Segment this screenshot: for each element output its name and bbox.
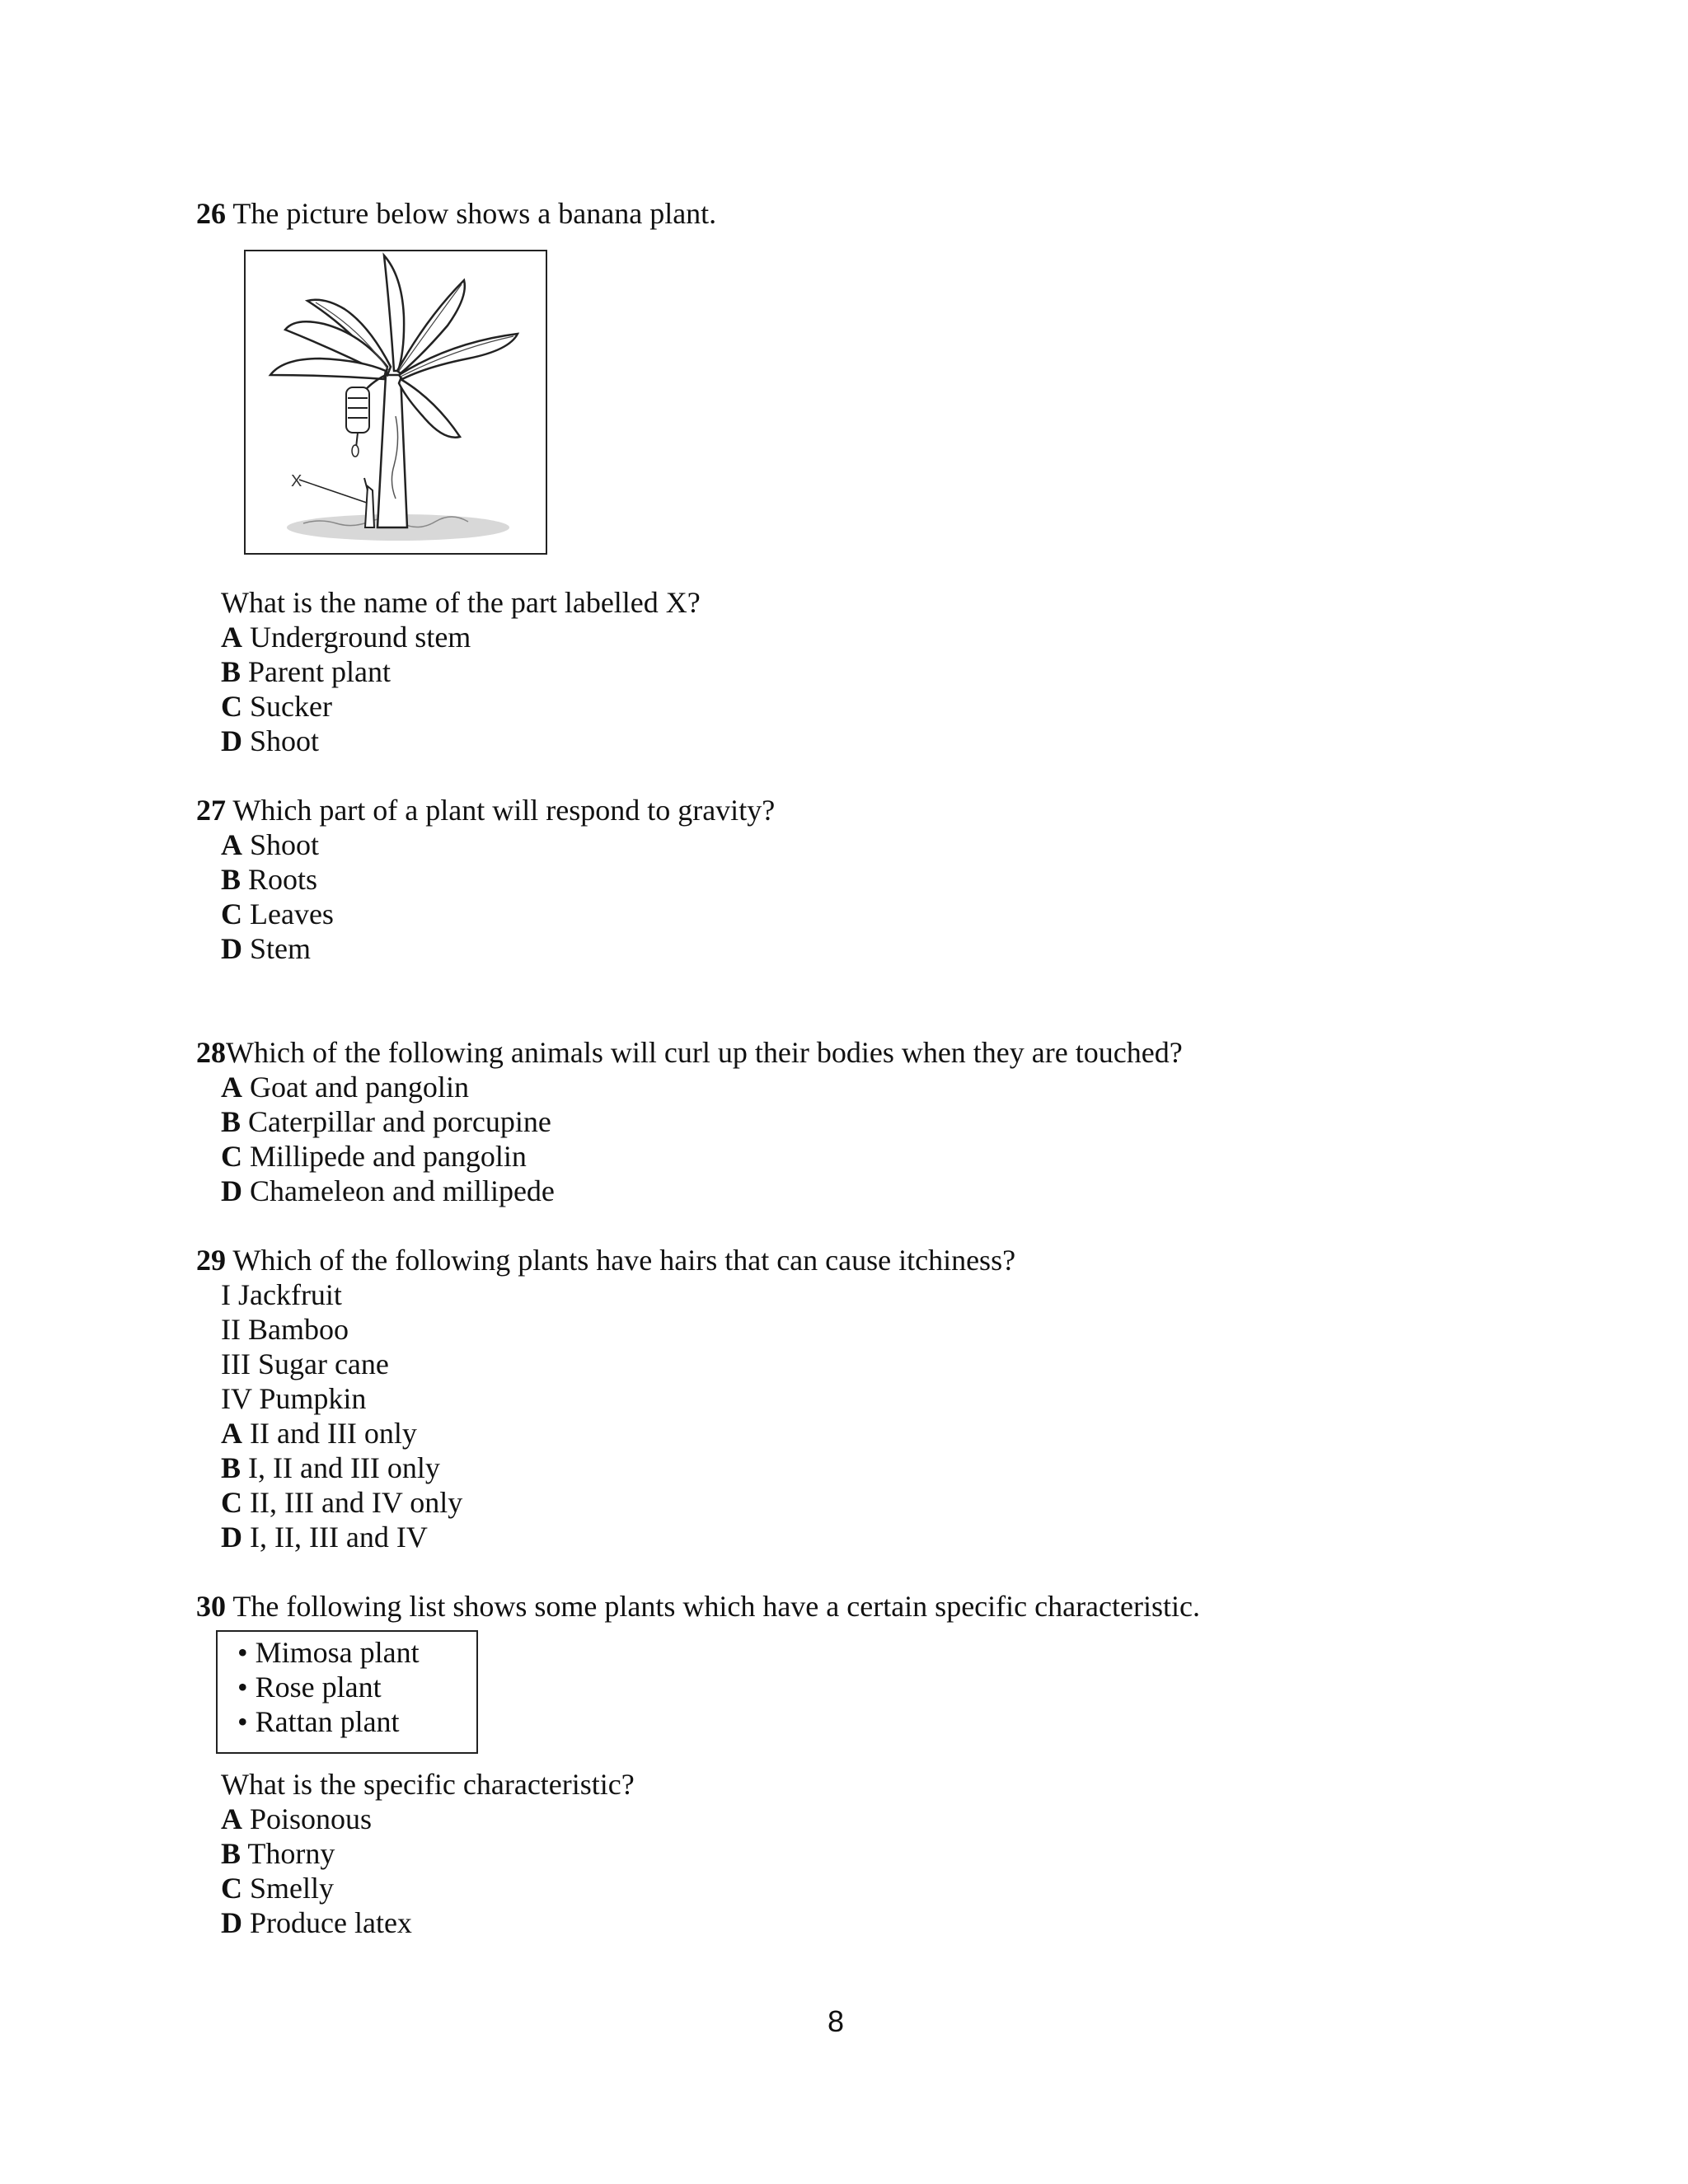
option-c[interactable]: C Sucker [221,690,332,723]
option-a[interactable]: A Poisonous [221,1802,373,1835]
option-a[interactable]: A II and III only [221,1417,417,1450]
option-c[interactable]: C Millipede and pangolin [221,1140,527,1173]
question-number: 28 [196,1036,226,1069]
statement-item: II Bamboo [221,1313,349,1346]
option-c[interactable]: C Smelly [221,1872,335,1905]
banana-plant-figure [244,250,547,555]
banana-plant-illustration [246,251,547,555]
question-29-stem: 29 Which of the following plants have hairs that can cause itchiness? [196,1244,1016,1277]
plant-list-box [216,1630,478,1754]
statement-item: III Sugar cane [221,1347,389,1380]
option-d[interactable]: D Stem [221,932,312,965]
question-number: 26 [196,197,226,230]
statement-item: I Jackfruit [221,1278,342,1311]
question-number: 27 [196,794,226,827]
option-a[interactable]: A Underground stem [221,621,471,654]
option-d[interactable]: D Chameleon and millipede [221,1174,555,1207]
option-d[interactable]: D Shoot [221,724,320,757]
page-number: 8 [828,2004,845,2038]
option-a[interactable]: A Shoot [221,828,320,861]
question-26-prompt: What is the name of the part labelled X? [221,586,701,619]
question-28-stem: 28Which of the following animals will curl up their bodies when they are touched? [196,1036,1183,1069]
question-number: 29 [196,1244,226,1277]
option-b[interactable]: B Caterpillar and porcupine [221,1105,551,1138]
list-item: • Mimosa plant [237,1636,420,1669]
figure-label-x: X [291,472,302,490]
statement-item: IV Pumpkin [221,1382,367,1415]
question-27-stem: 27 Which part of a plant will respond to gravity? [196,794,776,827]
question-30-prompt: What is the specific characteristic? [221,1768,635,1801]
option-c[interactable]: C Leaves [221,898,334,930]
list-item: • Rose plant [237,1671,382,1704]
option-a[interactable]: A Goat and pangolin [221,1071,469,1104]
option-c[interactable]: C II, III and IV only [221,1486,463,1519]
option-d[interactable]: D Produce latex [221,1906,412,1939]
list-item: • Rattan plant [237,1705,400,1738]
option-d[interactable]: D I, II, III and IV [221,1521,428,1554]
option-b[interactable]: B Roots [221,863,318,896]
option-b[interactable]: B I, II and III only [221,1451,440,1484]
option-b[interactable]: B Thorny [221,1837,335,1870]
question-30-stem: 30 The following list shows some plants which have a certain specific characteristic. [196,1590,1200,1623]
question-26-stem: 26 The picture below shows a banana plant. [196,197,717,230]
option-b[interactable]: B Parent plant [221,655,391,688]
question-number: 30 [196,1590,226,1623]
